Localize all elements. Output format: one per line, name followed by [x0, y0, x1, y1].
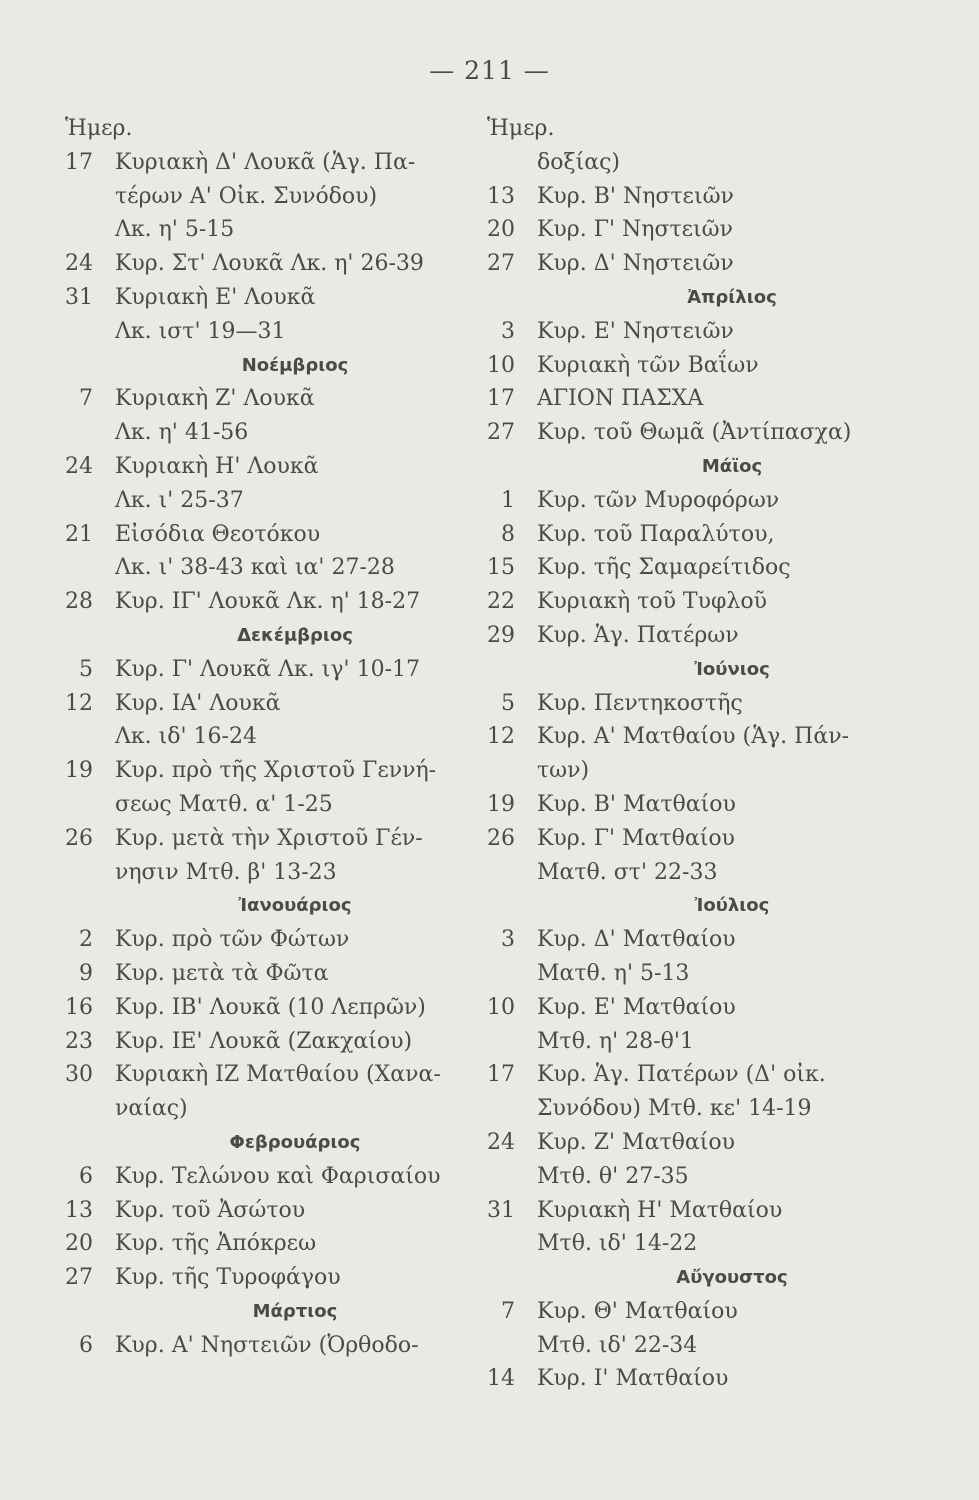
- calendar-entry: [477, 518, 917, 552]
- entry-text: Κυρ. Β' Νηστειῶν: [537, 183, 734, 209]
- day-number: 14: [487, 1366, 515, 1392]
- entry-text: Κυρ. Θ' Ματθαίου: [537, 1298, 738, 1324]
- entry-text: Κυρ. πρὸ τῆς Χριστοῦ Γεννή-: [115, 758, 437, 784]
- entry-text: Κυρ. Ι' Ματθαίου: [537, 1366, 729, 1392]
- day-number: 13: [65, 1197, 93, 1223]
- entry-text: Κυριακὴ Ε' Λουκᾶ: [115, 284, 316, 310]
- entry-text: Κυρ. Ζ' Ματθαίου: [537, 1129, 735, 1155]
- entry-text: Ματθ. στ' 22-33: [537, 859, 718, 885]
- entry-text: Κυριακὴ Η' Λουκᾶ: [115, 453, 319, 479]
- day-number: 20: [65, 1231, 93, 1257]
- entry-text: Κυρ. Γ' Νηστειῶν: [537, 217, 733, 243]
- calendar-entry: [477, 551, 917, 585]
- page-number: — 211 —: [429, 56, 550, 85]
- month-heading: Νοέμβριος: [241, 354, 349, 376]
- entry-text: Μτθ. ιδ' 14-22: [537, 1231, 698, 1257]
- calendar-entry: [477, 1362, 917, 1396]
- column-header: Ἡμερ.: [487, 116, 555, 141]
- entry-text: Μτθ. θ' 27-35: [537, 1163, 689, 1189]
- day-number: 5: [501, 690, 515, 716]
- entry-text: Κυρ. Πεντηκοστῆς: [537, 690, 743, 716]
- entry-text: Κυρ. Γ' Λουκᾶ Λκ. ιγ' 10-17: [115, 656, 421, 682]
- day-number: 27: [65, 1265, 93, 1291]
- day-number: 23: [65, 1028, 93, 1054]
- calendar-entry: [477, 856, 917, 890]
- day-number: 28: [65, 589, 93, 615]
- entry-text: Κυριακὴ τῶν Βαΐων: [537, 352, 759, 378]
- calendar-entry: [55, 551, 465, 585]
- day-number: 22: [487, 589, 515, 615]
- entry-text: Κυρ. Ε' Νηστειῶν: [537, 318, 734, 344]
- entry-text: Κυριακὴ Δ' Λουκᾶ (Ἁγ. Πα-: [115, 149, 416, 175]
- entry-text: Λκ. ι' 25-37: [115, 487, 244, 513]
- day-number: 7: [79, 386, 93, 412]
- day-number: 10: [487, 352, 515, 378]
- calendar-entry: [55, 687, 465, 721]
- calendar-entry: [55, 991, 465, 1025]
- entry-text: νησιν Μτθ. β' 13-23: [115, 859, 337, 885]
- entry-text: ΑΓΙΟΝ ΠΑΣΧΑ: [537, 386, 704, 412]
- day-number: 24: [65, 251, 93, 277]
- entry-text: Λκ. ιστ' 19—31: [115, 318, 286, 344]
- day-number: 16: [65, 994, 93, 1020]
- calendar-entry: [55, 923, 465, 957]
- entry-text: σεως Ματθ. α' 1-25: [115, 791, 333, 817]
- calendar-entry: [477, 1025, 917, 1059]
- calendar-entry: [477, 1160, 917, 1194]
- calendar-entry: [477, 213, 917, 247]
- calendar-entry: [477, 382, 917, 416]
- calendar-entry: [477, 1329, 917, 1363]
- calendar-entry: [55, 1227, 465, 1261]
- calendar-entry: [477, 788, 917, 822]
- calendar-entry: [477, 687, 917, 721]
- day-number: 6: [79, 1163, 93, 1189]
- day-number: 27: [487, 420, 515, 446]
- calendar-entry: [55, 315, 465, 349]
- calendar-entry: [477, 180, 917, 214]
- entry-text: των): [537, 758, 590, 784]
- entry-text: Εἰσόδια Θεοτόκου: [115, 521, 321, 547]
- left-column: [55, 112, 465, 1362]
- entry-text: Λκ. ιδ' 16-24: [115, 724, 257, 750]
- day-number: 24: [487, 1129, 515, 1155]
- entry-text: Κυρ. ΙΓ' Λουκᾶ Λκ. η' 18-27: [115, 589, 421, 615]
- entry-text: Κυρ. Δ' Ματθαίου: [537, 927, 736, 953]
- entry-text: Κυρ. ΙΕ' Λουκᾶ (Ζακχαίου): [115, 1028, 413, 1054]
- day-number: 12: [487, 724, 515, 750]
- calendar-entry: [477, 484, 917, 518]
- calendar-entry: [477, 991, 917, 1025]
- month-heading: Ἰανουάριος: [238, 895, 352, 917]
- calendar-entry: [477, 585, 917, 619]
- day-number: 31: [487, 1197, 515, 1223]
- column-header: Ἡμερ.: [65, 116, 133, 141]
- entry-text: Συνόδου) Μτθ. κε' 14-19: [537, 1096, 812, 1122]
- entry-text: Λκ. η' 5-15: [115, 217, 235, 243]
- entry-text: Κυρ. ΙΑ' Λουκᾶ: [115, 690, 281, 716]
- calendar-entry: [477, 1227, 917, 1261]
- calendar-entry: [55, 788, 465, 822]
- entry-text: Μτθ. ιδ' 22-34: [537, 1332, 698, 1358]
- calendar-entry: [55, 957, 465, 991]
- calendar-entry: [477, 315, 917, 349]
- calendar-entry: [55, 856, 465, 890]
- calendar-entry: [55, 1058, 465, 1092]
- day-number: 3: [501, 318, 515, 344]
- calendar-entry: [55, 653, 465, 687]
- calendar-entry: [477, 416, 917, 450]
- calendar-entry: [55, 1025, 465, 1059]
- day-number: 20: [487, 217, 515, 243]
- entry-text: δοξίας): [537, 149, 620, 175]
- day-number: 6: [79, 1332, 93, 1358]
- entry-text: Κυρ. τοῦ Ἀσώτου: [115, 1197, 306, 1223]
- month-heading: Φεβρουάριος: [229, 1131, 361, 1153]
- entry-text: Κυρ. τοῦ Παραλύτου,: [537, 521, 775, 547]
- calendar-entry: [477, 1092, 917, 1126]
- entry-text: Κυρ. τῆς Σαμαρείτιδος: [537, 555, 791, 581]
- entry-text: Κυρ. πρὸ τῶν Φώτων: [115, 927, 350, 953]
- day-number: 17: [487, 386, 515, 412]
- entry-text: Κυρ. τοῦ Θωμᾶ (Ἀντίπασχα): [537, 420, 852, 446]
- calendar-entry: [55, 754, 465, 788]
- calendar-entry: [55, 213, 465, 247]
- calendar-entry: [55, 146, 465, 180]
- day-number: 19: [487, 791, 515, 817]
- calendar-entry: [477, 247, 917, 281]
- calendar-entry: [55, 180, 465, 214]
- calendar-entry: [55, 1261, 465, 1295]
- day-number: 27: [487, 251, 515, 277]
- month-heading: Ἀπρίλιος: [687, 286, 777, 308]
- calendar-entry: [55, 1160, 465, 1194]
- day-number: 7: [501, 1298, 515, 1324]
- calendar-entry: [55, 1092, 465, 1126]
- day-number: 10: [487, 994, 515, 1020]
- day-number: 19: [65, 758, 93, 784]
- day-number: 29: [487, 622, 515, 648]
- calendar-entry: [55, 822, 465, 856]
- entry-text: Κυρ. Ε' Ματθαίου: [537, 994, 736, 1020]
- calendar-entry: [477, 957, 917, 991]
- calendar-entry: [55, 281, 465, 315]
- calendar-entry: [477, 1295, 917, 1329]
- entry-text: Κυρ. Α' Ματθαίου (Ἁγ. Πάν-: [537, 724, 850, 750]
- calendar-entry: [477, 146, 917, 180]
- day-number: 13: [487, 183, 515, 209]
- entry-text: Κυρ. Στ' Λουκᾶ Λκ. η' 26-39: [115, 251, 424, 277]
- day-number: 1: [501, 487, 515, 513]
- entry-text: Κυρ. Ἁγ. Πατέρων: [537, 622, 739, 648]
- day-number: 3: [501, 927, 515, 953]
- calendar-entry: [477, 720, 917, 754]
- entry-text: Κυρ. Γ' Ματθαίου: [537, 825, 735, 851]
- calendar-entry: [55, 720, 465, 754]
- calendar-entry: [477, 1058, 917, 1092]
- day-number: 24: [65, 453, 93, 479]
- entry-text: Κυρ. Τελώνου καὶ Φαρισαίου: [115, 1163, 441, 1189]
- calendar-entry: [55, 1329, 465, 1363]
- month-heading: Μάϊος: [701, 455, 763, 477]
- day-number: 30: [65, 1062, 93, 1088]
- entry-text: Κυρ. μετὰ τὴν Χριστοῦ Γέν-: [115, 825, 423, 851]
- entry-text: Λκ. η' 41-56: [115, 420, 249, 446]
- entry-text: Κυρ. ΙΒ' Λουκᾶ (10 Λεπρῶν): [115, 994, 426, 1020]
- day-number: 8: [501, 521, 515, 547]
- calendar-entry: [477, 1194, 917, 1228]
- month-heading: Δεκέμβριος: [237, 624, 353, 646]
- entry-text: Κυρ. Β' Ματθαίου: [537, 791, 736, 817]
- calendar-entry: [55, 247, 465, 281]
- right-column: [477, 112, 917, 1396]
- entry-text: Μτθ. η' 28-θ'1: [537, 1028, 694, 1054]
- entry-text: Κυρ. τῆς Τυροφάγου: [115, 1265, 341, 1291]
- calendar-entry: [55, 484, 465, 518]
- entry-text: Κυρ. Ἁγ. Πατέρων (Δ' οἰκ.: [537, 1062, 826, 1088]
- month-heading: Ἰούνιος: [694, 658, 770, 680]
- day-number: 2: [79, 927, 93, 953]
- day-number: 17: [65, 149, 93, 175]
- entry-text: Λκ. ι' 38-43 καὶ ια' 27-28: [115, 555, 395, 581]
- calendar-entry: [477, 1126, 917, 1160]
- entry-text: Κυριακὴ Η' Ματθαίου: [537, 1197, 783, 1223]
- calendar-entry: [477, 619, 917, 653]
- calendar-entry: [55, 382, 465, 416]
- calendar-entry: [477, 754, 917, 788]
- day-number: 26: [65, 825, 93, 851]
- calendar-entry: [477, 822, 917, 856]
- calendar-entry: [477, 923, 917, 957]
- entry-text: Κυριακὴ ΙΖ Ματθαίου (Χανα-: [115, 1062, 441, 1088]
- calendar-entry: [55, 416, 465, 450]
- entry-text: Κυριακὴ Ζ' Λουκᾶ: [115, 386, 315, 412]
- calendar-entry: [55, 1194, 465, 1228]
- day-number: 17: [487, 1062, 515, 1088]
- entry-text: ναίας): [115, 1096, 188, 1122]
- month-heading: Μάρτιος: [252, 1300, 338, 1322]
- month-heading: Ἰούλιος: [694, 895, 770, 917]
- entry-text: Κυρ. τῆς Ἀπόκρεω: [115, 1231, 317, 1257]
- day-number: 26: [487, 825, 515, 851]
- entry-text: Κυρ. Δ' Νηστειῶν: [537, 251, 734, 277]
- day-number: 12: [65, 690, 93, 716]
- day-number: 9: [79, 960, 93, 986]
- day-number: 21: [65, 521, 93, 547]
- entry-text: Κυριακὴ τοῦ Τυφλοῦ: [537, 589, 767, 615]
- calendar-entry: [477, 349, 917, 383]
- entry-text: Κυρ. μετὰ τὰ Φῶτα: [115, 960, 329, 986]
- month-heading: Αὔγουστος: [676, 1267, 788, 1289]
- day-number: 5: [79, 656, 93, 682]
- entry-text: Κυρ. τῶν Μυροφόρων: [537, 487, 780, 513]
- entry-text: Ματθ. η' 5-13: [537, 960, 690, 986]
- entry-text: τέρων Α' Οἰκ. Συνόδου): [115, 183, 378, 209]
- day-number: 31: [65, 284, 93, 310]
- entry-text: Κυρ. Α' Νηστειῶν (Ὀρθοδο-: [115, 1332, 419, 1358]
- calendar-entry: [55, 518, 465, 552]
- calendar-entry: [55, 450, 465, 484]
- day-number: 15: [487, 555, 515, 581]
- calendar-entry: [55, 585, 465, 619]
